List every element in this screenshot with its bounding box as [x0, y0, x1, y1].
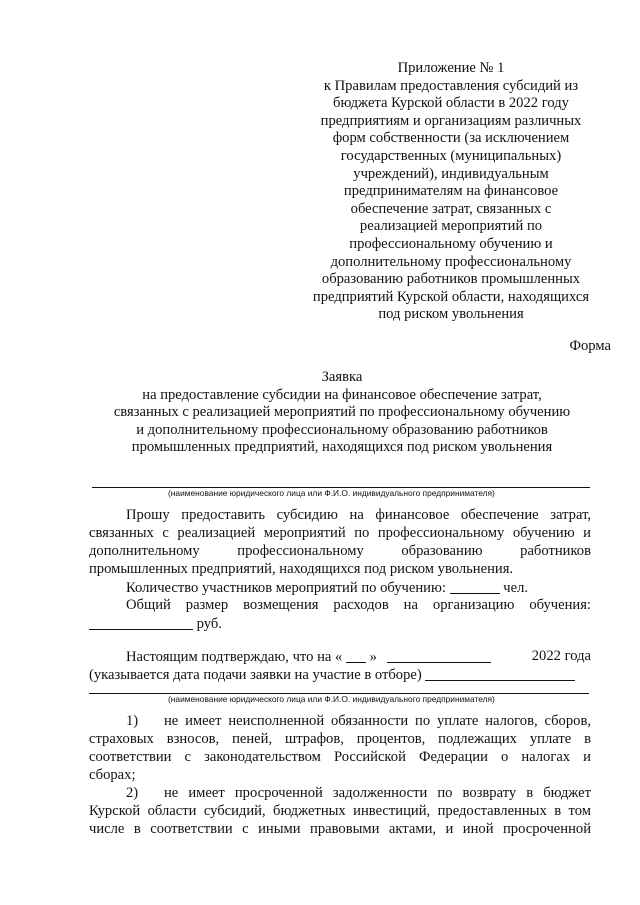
item-line: числе в соответствии с иными правовыми актами, и иной просроченной	[89, 821, 591, 837]
item-number: 2)	[126, 785, 139, 801]
participants-input[interactable]	[450, 579, 500, 594]
appendix-line: предпринимателям на финансовое	[343, 183, 559, 200]
confirm-note-input[interactable]	[425, 666, 575, 681]
participants-label: Количество участников мероприятий по обучению:	[126, 580, 446, 596]
appendix-line: образованию работников промышленных	[321, 271, 581, 288]
item-first-line: не имеет просроченной задолженности по возврату в бюджет	[164, 785, 591, 801]
appendix-line: к Правилам предоставления субсидий из	[323, 77, 579, 94]
confirm-month-input[interactable]	[387, 648, 491, 663]
participants-unit: чел.	[503, 580, 529, 596]
title-heading: Заявка	[321, 369, 363, 385]
costs-input[interactable]	[89, 615, 193, 630]
confirm-note-line: (указывается дата подачи заявки на участие в отборе)	[89, 666, 575, 685]
appendix-line: под риском увольнения	[378, 306, 524, 323]
costs-line	[126, 597, 591, 615]
title-line: на предоставление субсидии на финансовое обеспечение затрат,	[142, 386, 542, 403]
costs-unit: руб.	[196, 616, 222, 632]
appendix-line: бюджета Курской области в 2022 году	[333, 95, 569, 112]
title-line: связанных с реализацией мероприятий по профессиональному обучению	[113, 404, 571, 421]
costs-amount-line	[89, 615, 222, 634]
appendix-line: обеспечение затрат, связанных с	[350, 200, 552, 217]
title-line: и дополнительному профессиональному образованию работников	[136, 421, 548, 438]
item-line: страховых взносов, пеней, штрафов, процентов, подлежащих уплате в	[89, 731, 591, 747]
applicant-name-caption: (наименование юридического лица или Ф.И.О. индивидуального предпринимателя)	[168, 488, 495, 498]
form-label: Форма	[569, 338, 611, 354]
appendix-line: учреждений), индивидуальным	[353, 165, 549, 182]
appendix-line: профессиональному обучению и	[349, 235, 553, 252]
request-line: дополнительному профессиональному образованию работников	[89, 543, 591, 559]
item-first-line: не имеет неисполненной обязанности по уплате налогов, сборов,	[164, 713, 591, 729]
request-line: Прошу предоставить субсидию на финансовое обеспечение затрат,	[126, 507, 591, 523]
title-line: промышленных предприятий, находящихся под риском увольнения	[131, 439, 553, 456]
appendix-header	[290, 60, 612, 324]
appendix-line: форм собственности (за исключением	[332, 130, 570, 147]
document-title	[92, 369, 592, 457]
item-line: Курской области субсидий, бюджетных инвестиций, предоставленных в том	[89, 803, 591, 819]
request-line: связанных с реализацией мероприятий по профессиональному обучению и	[89, 525, 591, 541]
item-number: 1)	[126, 713, 139, 729]
appendix-line: предприятий Курской области, находящихся	[312, 288, 590, 305]
participants-line	[126, 579, 528, 598]
confirm-line: Настоящим подтверждаю, что на « » 2022 года	[126, 648, 591, 665]
appendix-line: дополнительному профессиональному	[330, 253, 572, 270]
item-line: сборах;	[89, 767, 136, 783]
appendix-line: Приложение № 1	[397, 60, 505, 76]
appendix-line: предприятиям и организациям различных	[320, 112, 582, 129]
appendix-line: государственных (муниципальных)	[340, 147, 562, 164]
item-line: соответствии с законодательством Российской Федерации о налогах и	[89, 749, 591, 765]
applicant-name-caption-2: (наименование юридического лица или Ф.И.О. индивидуального предпринимателя)	[168, 694, 495, 704]
confirm-day-input[interactable]	[346, 648, 366, 663]
request-line: промышленных предприятий, находящихся под риском увольнения.	[89, 561, 514, 577]
appendix-line: реализацией мероприятий по	[359, 218, 543, 235]
costs-label: Общий размер возмещения расходов на организацию обучения:	[126, 597, 591, 613]
